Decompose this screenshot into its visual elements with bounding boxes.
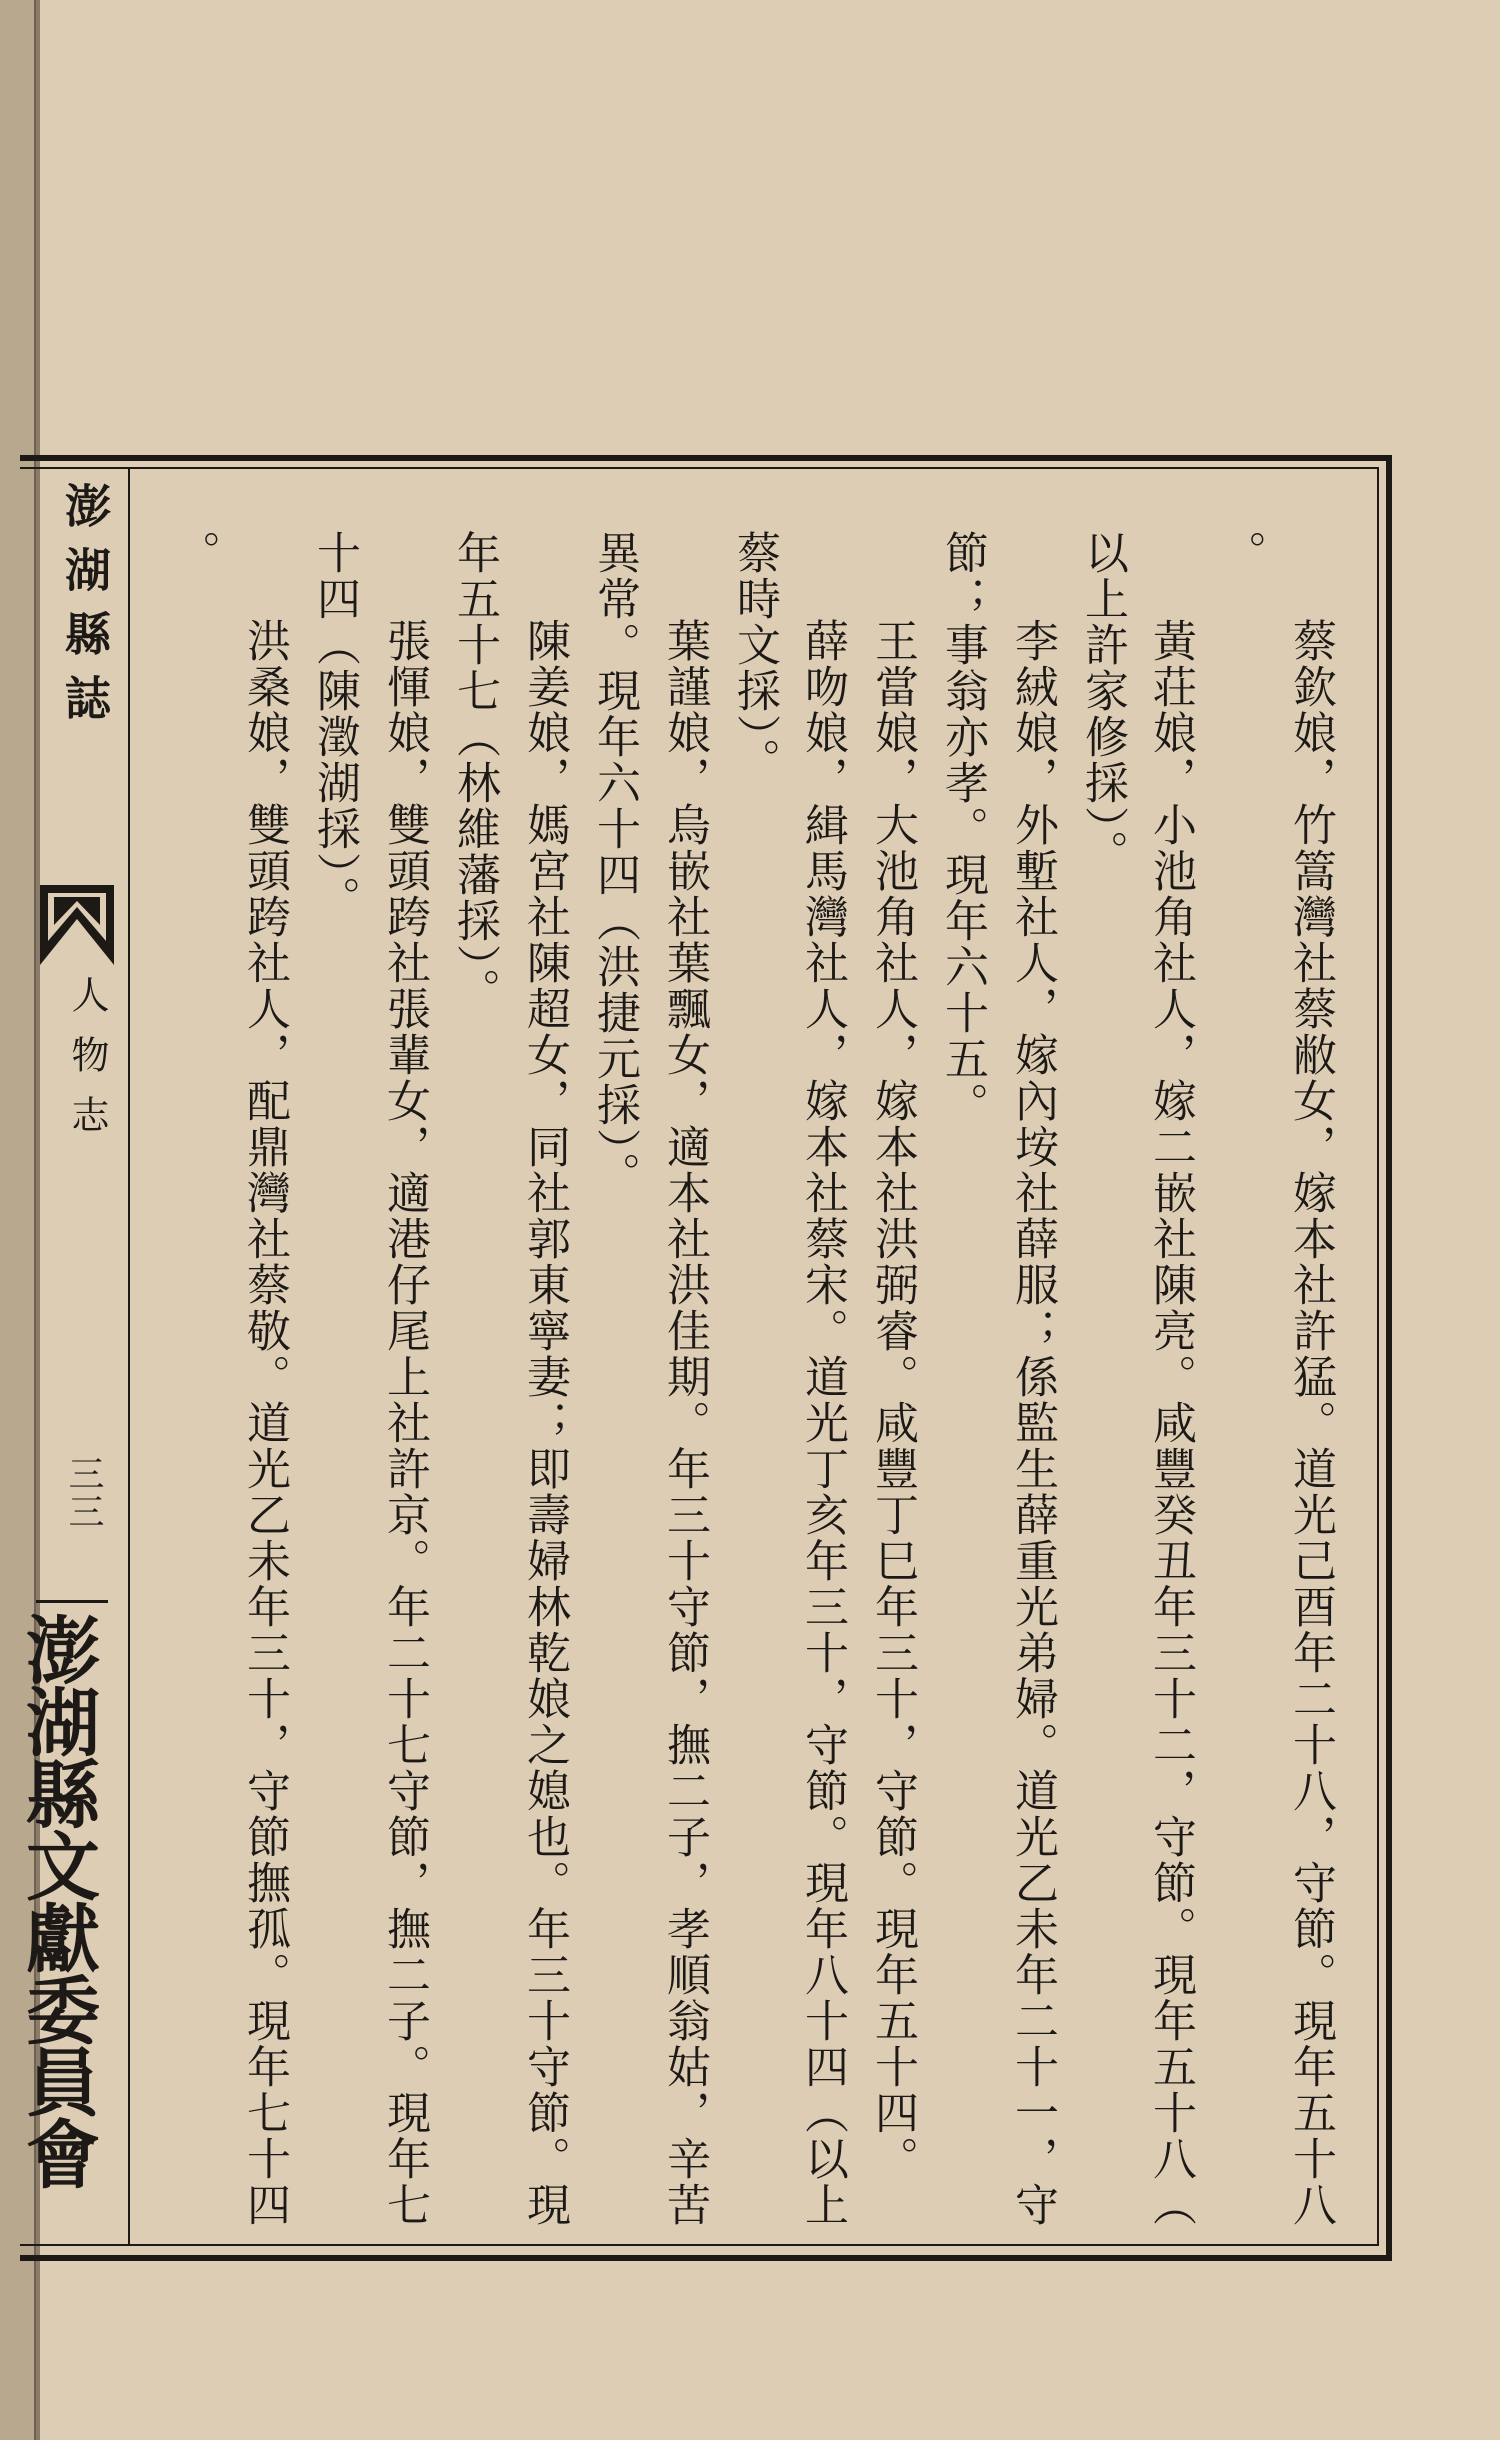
text-column: 異常。現年六十四（洪捷元採）。	[589, 530, 640, 1198]
text-column: 王當娘，大池角社人，嫁本社洪弼睿。咸豐丁巳年三十，守節。現年五十四。	[867, 618, 918, 2182]
fishtail-ornament	[40, 885, 114, 965]
text-column: 節；事翁亦孝。現年六十五。	[937, 530, 988, 1128]
text-column: 薛吻娘，緝馬灣社人，嫁本社蔡宋。道光丁亥年三十，守節。現年八十四（以上	[797, 618, 848, 2228]
chapter-title: 人物志	[65, 975, 109, 1155]
publisher-name: 澎湖縣文獻委員會	[14, 1612, 100, 2188]
page-number: 三三	[63, 1455, 104, 1531]
text-column: 張惲娘，雙頭跨社張輩女，適港仔尾上社許京。年二十七守節，撫二子。現年七	[379, 618, 430, 2228]
text-column: 。	[1215, 530, 1266, 576]
text-column: 。	[169, 530, 220, 576]
text-column: 十四（陳澂湖採）。	[309, 530, 360, 922]
text-column: 黃荘娘，小池角社人，嫁二嵌社陳亮。咸豐癸丑年三十二，守節。現年五十八（	[1145, 618, 1196, 2228]
margin-divider-line	[128, 469, 130, 2245]
text-column: 蔡欽娘，竹篙灣社蔡敝女，嫁本社許猛。道光己酉年二十八，守節。現年五十八	[1285, 618, 1336, 2228]
publisher-rule	[36, 1600, 108, 1603]
text-column: 陳姜娘，媽宮社陳超女，同社郭東寧妻；即壽婦林乾娘之媳也。年三十守節。現	[519, 618, 570, 2228]
text-column: 年五十七（林維藩採）。	[449, 530, 500, 1014]
text-column: 以上許家修採）。	[1077, 530, 1128, 876]
book-title: 澎湖縣誌	[58, 482, 112, 738]
text-column: 李絨娘，外塹社人，嫁內垵社薛服；係監生薛重光弟婦。道光乙未年二十一，守	[1007, 618, 1058, 2228]
text-column: 葉謹娘，烏嵌社葉飄女，適本社洪佳期。年三十守節，撫二子，孝順翁姑，辛苦	[659, 618, 710, 2228]
text-column: 洪桑娘，雙頭跨社人，配鼎灣社蔡敬。道光乙未年三十，守節撫孤。現年七十四	[239, 618, 290, 2228]
text-column: 蔡時文採）。	[729, 530, 780, 784]
